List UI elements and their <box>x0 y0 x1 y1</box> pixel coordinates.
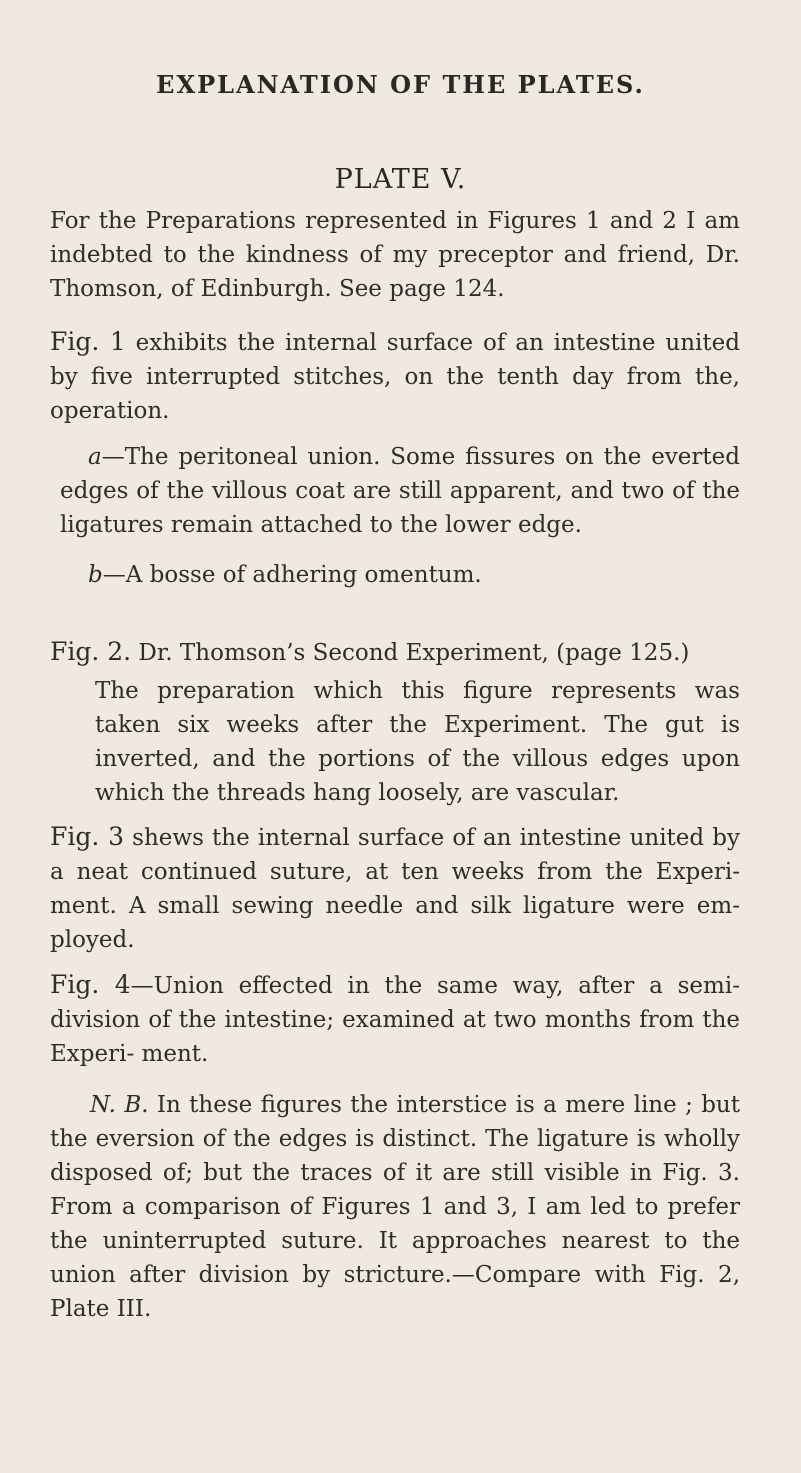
fig3-paragraph <box>50 820 740 957</box>
nb-label: N. B. <box>90 1092 149 1118</box>
fig1-paragraph <box>50 325 740 428</box>
nb-text: In these figures the interstice is a mere line ; but the eversion of the edges is distinct. The ligature is wholly disposed of; but the traces of it are still visible in Fig. 3. From a comparison of Figures 1 and 3, I am led to prefer the uninterrupted suture. It approaches nearest to the union after division by stricture.—Compare with Fig. 2, Plate III. <box>50 1092 740 1322</box>
fig3-text: shews the internal surface of an intestine united by a neat continued suture, at ten weeks from the Experi- ment. A small sewing needle and silk ligature were em- ployed. <box>50 825 740 953</box>
fig1-label: Fig. 1 <box>50 327 126 356</box>
fig1-a-letter: a <box>88 444 102 470</box>
plate-title: PLATE V. <box>334 164 467 195</box>
fig1-b-paragraph <box>60 558 740 592</box>
fig1-b-letter: b <box>88 562 103 588</box>
nb-paragraph <box>50 1088 740 1326</box>
fig4-paragraph <box>50 968 740 1071</box>
fig1-text: exhibits the internal surface of an intestine united by five interrupted stitches, on the tenth day from the, operation. <box>50 330 740 424</box>
fig3-label: Fig. 3 <box>50 822 124 851</box>
fig2-label: Fig. 2. <box>50 637 132 666</box>
intro-text: For the Preparations represented in Figures 1 and 2 I am indebted to the kindness of my preceptor and friend, Dr. Thomson, of Edinburgh. See page 124. <box>50 208 740 302</box>
running-title: EXPLANATION OF THE PLATES. <box>156 70 645 99</box>
fig2-paragraph <box>50 635 740 670</box>
fig2-body <box>95 674 740 810</box>
fig2-heading: Dr. Thomson’s Second Experiment, (page 125.) <box>138 640 690 666</box>
fig2-text: The preparation which this figure represents was taken six weeks after the Experiment. The gut is inverted, and the portions of the villous edges upon which the threads hang loosely, are vascular. <box>95 678 740 806</box>
fig1-a-paragraph <box>60 440 740 542</box>
fig4-label: Fig. 4 <box>50 970 131 999</box>
fig1-b-text: —A bosse of adhering omentum. <box>102 562 482 588</box>
intro-paragraph <box>50 204 740 306</box>
fig4-text: —Union effected in the same way, after a semi-division of the intestine; examined at two months from the Experi- ment. <box>50 973 740 1067</box>
fig1-a-text: —The peritoneal union. Some fissures on the everted edges of the villous coat are still apparent, and two of the ligatures remain attached to the lower edge. <box>60 444 740 538</box>
